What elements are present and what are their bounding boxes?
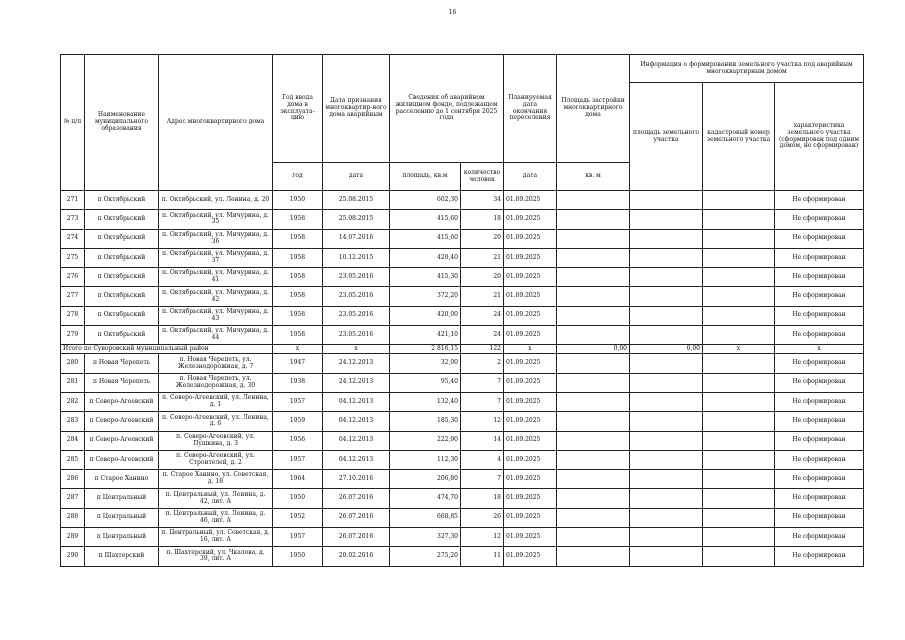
row-land-area <box>630 431 703 450</box>
row-area: 185,30 <box>390 412 461 431</box>
row-building-area <box>557 392 630 411</box>
row-address: п. Новая Черепеть, ул. Железнодорожная, д. 30 <box>159 373 273 392</box>
row-plan: 01.09.2025 <box>504 547 557 566</box>
row-land-area <box>630 191 703 210</box>
row-municipality: п Новая Черепеть <box>85 354 159 373</box>
row-plan: 01.09.2025 <box>504 450 557 469</box>
row-year: 1957 <box>273 392 323 411</box>
row-persons: 20 <box>461 268 504 287</box>
table-row <box>61 248 864 267</box>
table-row <box>61 373 864 392</box>
row-area: 415,60 <box>390 229 461 248</box>
row-num: 275 <box>61 248 85 267</box>
row-address: п. Октябрьский, ул. Мичурина, д. 42 <box>159 287 273 306</box>
row-municipality: п Октябрьский <box>85 229 159 248</box>
total-date: x <box>323 345 390 354</box>
row-year: 1952 <box>273 508 323 527</box>
row-address: п. Северо-Агеевский, ул. Ленина, д. 6 <box>159 412 273 431</box>
row-year: 1958 <box>273 268 323 287</box>
row-address: п. Новая Черепеть, ул. Железнодорожная, д. 7 <box>159 354 273 373</box>
row-num: 287 <box>61 489 85 508</box>
row-status: Не сформирован <box>775 412 864 431</box>
row-area: 275,20 <box>390 547 461 566</box>
row-cadastral <box>703 191 775 210</box>
table-row <box>61 306 864 325</box>
row-cadastral <box>703 354 775 373</box>
total-plan: x <box>504 345 557 354</box>
row-cadastral <box>703 508 775 527</box>
row-year: 1957 <box>273 450 323 469</box>
row-municipality: п Октябрьский <box>85 268 159 287</box>
row-status: Не сформирован <box>775 287 864 306</box>
table-row <box>61 547 864 566</box>
unit-area: площадь, кв.м <box>390 163 461 191</box>
row-num: 276 <box>61 268 85 287</box>
row-status: Не сформирован <box>775 354 864 373</box>
row-land-area <box>630 392 703 411</box>
row-address: п. Северо-Агеевский, ул. Ленина, д. 1 <box>159 392 273 411</box>
row-status: Не сформирован <box>775 373 864 392</box>
row-num: 271 <box>61 191 85 210</box>
row-building-area <box>557 489 630 508</box>
total-cadastral: x <box>703 345 775 354</box>
total-building-area: 0,00 <box>557 345 630 354</box>
row-building-area <box>557 431 630 450</box>
row-persons: 24 <box>461 326 504 345</box>
row-num: 280 <box>61 354 85 373</box>
row-area: 372,20 <box>390 287 461 306</box>
row-building-area <box>557 354 630 373</box>
row-area: 206,80 <box>390 470 461 489</box>
row-area: 112,30 <box>390 450 461 469</box>
row-date: 20.02.2016 <box>323 547 390 566</box>
row-persons: 34 <box>461 191 504 210</box>
row-date: 04.12.2013 <box>323 431 390 450</box>
row-year: 1957 <box>273 528 323 547</box>
row-date: 23.05.2016 <box>323 287 390 306</box>
row-area: 327,30 <box>390 528 461 547</box>
row-municipality: п Северо-Агеевский <box>85 392 159 411</box>
row-plan: 01.09.2025 <box>504 229 557 248</box>
row-status: Не сформирован <box>775 191 864 210</box>
row-num: 273 <box>61 210 85 229</box>
row-persons: 4 <box>461 450 504 469</box>
row-year: 1958 <box>273 326 323 345</box>
row-building-area <box>557 528 630 547</box>
row-land-area <box>630 508 703 527</box>
row-municipality: п Северо-Агеевский <box>85 450 159 469</box>
row-year: 1947 <box>273 354 323 373</box>
row-status: Не сформирован <box>775 508 864 527</box>
row-address: п. Центральный, ул. Ленина, д. 42, лит. А <box>159 489 273 508</box>
row-land-area <box>630 489 703 508</box>
row-area: 420,40 <box>390 248 461 267</box>
row-status: Не сформирован <box>775 268 864 287</box>
row-building-area <box>557 508 630 527</box>
row-persons: 11 <box>461 547 504 566</box>
row-persons: 12 <box>461 528 504 547</box>
row-num: 290 <box>61 547 85 566</box>
row-cadastral <box>703 287 775 306</box>
row-area: 602,30 <box>390 191 461 210</box>
row-plan: 01.09.2025 <box>504 489 557 508</box>
row-num: 284 <box>61 431 85 450</box>
row-municipality: п Центральный <box>85 508 159 527</box>
table-row <box>61 191 864 210</box>
row-persons: 20 <box>461 229 504 248</box>
row-status: Не сформирован <box>775 450 864 469</box>
row-building-area <box>557 248 630 267</box>
table-row <box>61 354 864 373</box>
row-land-area <box>630 306 703 325</box>
row-municipality: п Октябрьский <box>85 191 159 210</box>
unit-persons: количество человек <box>461 163 504 191</box>
row-plan: 01.09.2025 <box>504 268 557 287</box>
row-area: 420,00 <box>390 306 461 325</box>
row-plan: 01.09.2025 <box>504 508 557 527</box>
col-land-area: площадь земельного участка <box>630 83 703 191</box>
row-status: Не сформирован <box>775 528 864 547</box>
row-year: 1958 <box>273 229 323 248</box>
row-num: 281 <box>61 373 85 392</box>
row-date: 26.07.2016 <box>323 528 390 547</box>
col-building-area: Площадь застройки многоквартирного дома <box>557 55 630 163</box>
row-persons: 26 <box>461 508 504 527</box>
row-area: 132,40 <box>390 392 461 411</box>
row-cadastral <box>703 470 775 489</box>
row-persons: 18 <box>461 489 504 508</box>
row-num: 289 <box>61 528 85 547</box>
row-date: 10.12.2015 <box>323 248 390 267</box>
row-address: п. Центральный, ул. Ленина, д. 46, лит. А <box>159 508 273 527</box>
row-area: 32,00 <box>390 354 461 373</box>
row-cadastral <box>703 431 775 450</box>
row-year: 1958 <box>273 306 323 325</box>
row-cadastral <box>703 412 775 431</box>
row-status: Не сформирован <box>775 229 864 248</box>
row-status: Не сформирован <box>775 306 864 325</box>
page-number: 16 <box>448 9 457 16</box>
row-address: п. Старое Ханино, ул. Советская, д. 18 <box>159 470 273 489</box>
row-land-area <box>630 373 703 392</box>
col-cadastral: кадастровый номер земельного участка <box>703 83 775 191</box>
table-row <box>61 326 864 345</box>
row-year: 1950 <box>273 547 323 566</box>
row-status: Не сформирован <box>775 210 864 229</box>
table-row <box>61 229 864 248</box>
col-land-info: Информация о формировании земельного участка под аварийным многоквартирным домом <box>630 55 864 83</box>
row-date: 04.12.2013 <box>323 392 390 411</box>
row-building-area <box>557 306 630 325</box>
row-land-area <box>630 470 703 489</box>
table-row <box>61 431 864 450</box>
table-row <box>61 528 864 547</box>
row-municipality: п Октябрьский <box>85 210 159 229</box>
col-fund-info: Сведения об аварийном жилищном фонде, подлежащем расселению до 1 сентября 2025 года <box>390 55 504 163</box>
row-cadastral <box>703 268 775 287</box>
row-status: Не сформирован <box>775 392 864 411</box>
row-date: 26.07.2016 <box>323 508 390 527</box>
row-persons: 7 <box>461 373 504 392</box>
row-address: п. Северо-Агеевский, ул. Строителей, д. 2 <box>159 450 273 469</box>
unit-year: год <box>273 163 323 191</box>
row-plan: 01.09.2025 <box>504 306 557 325</box>
row-plan: 01.09.2025 <box>504 528 557 547</box>
table-row <box>61 508 864 527</box>
row-plan: 01.09.2025 <box>504 191 557 210</box>
row-persons: 18 <box>461 210 504 229</box>
row-land-area <box>630 354 703 373</box>
row-plan: 01.09.2025 <box>504 287 557 306</box>
row-status: Не сформирован <box>775 326 864 345</box>
row-persons: 2 <box>461 354 504 373</box>
total-status: x <box>775 345 864 354</box>
row-date: 14.07.2016 <box>323 229 390 248</box>
row-cadastral <box>703 248 775 267</box>
row-municipality: п Северо-Агеевский <box>85 431 159 450</box>
total-label: Итого по Суворовский муниципальный район <box>61 345 273 354</box>
row-cadastral <box>703 210 775 229</box>
row-address: п. Шахтерский, ул. Чкалова, д. 39, лит. А <box>159 547 273 566</box>
row-date: 26.07.2016 <box>323 489 390 508</box>
row-land-area <box>630 210 703 229</box>
row-area: 415,60 <box>390 210 461 229</box>
row-plan: 01.09.2025 <box>504 210 557 229</box>
row-building-area <box>557 450 630 469</box>
row-plan: 01.09.2025 <box>504 470 557 489</box>
total-row <box>61 345 864 354</box>
row-persons: 12 <box>461 412 504 431</box>
table-row <box>61 470 864 489</box>
row-area: 415,30 <box>390 268 461 287</box>
table-row <box>61 489 864 508</box>
row-cadastral <box>703 489 775 508</box>
row-date: 04.12.2013 <box>323 412 390 431</box>
row-num: 283 <box>61 412 85 431</box>
row-persons: 21 <box>461 287 504 306</box>
table-row <box>61 392 864 411</box>
row-building-area <box>557 210 630 229</box>
table-row <box>61 268 864 287</box>
row-plan: 01.09.2025 <box>504 412 557 431</box>
unit-date: дата <box>323 163 390 191</box>
emergency-housing-table <box>60 54 864 567</box>
row-cadastral <box>703 528 775 547</box>
row-land-area <box>630 326 703 345</box>
row-num: 286 <box>61 470 85 489</box>
row-cadastral <box>703 326 775 345</box>
row-persons: 7 <box>461 470 504 489</box>
row-year: 1964 <box>273 470 323 489</box>
row-address: п. Октябрьский, ул. Мичурина, д. 36 <box>159 229 273 248</box>
row-municipality: п Октябрьский <box>85 306 159 325</box>
col-characteristic: характеристика земельного участка (сформирован под одним домом, не сформирован) <box>775 83 864 191</box>
row-date: 25.08.2015 <box>323 210 390 229</box>
unit-date2: дата <box>504 163 557 191</box>
row-date: 24.12.2013 <box>323 354 390 373</box>
row-area: 421,10 <box>390 326 461 345</box>
row-year: 1959 <box>273 412 323 431</box>
row-persons: 7 <box>461 392 504 411</box>
col-num: № п/п <box>61 55 85 191</box>
table-row <box>61 450 864 469</box>
unit-sqm: кв. м <box>557 163 630 191</box>
row-plan: 01.09.2025 <box>504 373 557 392</box>
row-num: 278 <box>61 306 85 325</box>
row-area: 222,90 <box>390 431 461 450</box>
row-cadastral <box>703 450 775 469</box>
row-municipality: п Северо-Агеевский <box>85 412 159 431</box>
row-date: 27.10.2016 <box>323 470 390 489</box>
row-year: 1958 <box>273 287 323 306</box>
row-municipality: п Октябрьский <box>85 326 159 345</box>
table-row <box>61 287 864 306</box>
row-plan: 01.09.2025 <box>504 248 557 267</box>
row-land-area <box>630 412 703 431</box>
row-building-area <box>557 326 630 345</box>
row-address: п. Октябрьский, ул. Мичурина, д. 35 <box>159 210 273 229</box>
row-year: 1956 <box>273 431 323 450</box>
row-building-area <box>557 268 630 287</box>
row-num: 274 <box>61 229 85 248</box>
row-building-area <box>557 547 630 566</box>
row-date: 23.05.2016 <box>323 306 390 325</box>
total-land-area: 0,00 <box>630 345 703 354</box>
row-land-area <box>630 450 703 469</box>
row-land-area <box>630 268 703 287</box>
row-year: 1958 <box>273 248 323 267</box>
col-date-emergency: Дата признания многоквартир-ного дома аварийным <box>323 55 390 163</box>
row-num: 285 <box>61 450 85 469</box>
row-area: 668,85 <box>390 508 461 527</box>
row-plan: 01.09.2025 <box>504 326 557 345</box>
row-municipality: п Новая Черепеть <box>85 373 159 392</box>
row-building-area <box>557 229 630 248</box>
row-cadastral <box>703 229 775 248</box>
row-plan: 01.09.2025 <box>504 431 557 450</box>
row-address: п. Октябрьский, ул. Мичурина, д. 43 <box>159 306 273 325</box>
row-land-area <box>630 248 703 267</box>
row-persons: 24 <box>461 306 504 325</box>
total-area: 2 816,15 <box>390 345 461 354</box>
row-municipality: п Шахтерский <box>85 547 159 566</box>
row-building-area <box>557 412 630 431</box>
row-year: 1950 <box>273 489 323 508</box>
row-status: Не сформирован <box>775 470 864 489</box>
total-year: x <box>273 345 323 354</box>
row-municipality: п Центральный <box>85 528 159 547</box>
row-cadastral <box>703 392 775 411</box>
row-area: 474,70 <box>390 489 461 508</box>
row-date: 23.05.2016 <box>323 326 390 345</box>
row-municipality: п Старое Ханино <box>85 470 159 489</box>
row-num: 282 <box>61 392 85 411</box>
row-address: п. Октябрьский, ул. Мичурина, д. 41 <box>159 268 273 287</box>
row-cadastral <box>703 547 775 566</box>
row-land-area <box>630 547 703 566</box>
col-address: Адрес многоквартирного дома <box>159 55 273 191</box>
row-year: 1958 <box>273 210 323 229</box>
row-building-area <box>557 287 630 306</box>
col-year-built: Год ввода дома в эксплуата-цию <box>273 55 323 163</box>
row-cadastral <box>703 373 775 392</box>
row-persons: 21 <box>461 248 504 267</box>
row-building-area <box>557 373 630 392</box>
row-date: 24.12.2013 <box>323 373 390 392</box>
row-date: 04.12.2013 <box>323 450 390 469</box>
row-address: п. Октябрьский, ул. Мичурина, д. 37 <box>159 248 273 267</box>
row-municipality: п Октябрьский <box>85 287 159 306</box>
row-address: п. Октябрьский, ул. Мичурина, д. 44 <box>159 326 273 345</box>
row-year: 1938 <box>273 373 323 392</box>
row-num: 288 <box>61 508 85 527</box>
row-num: 277 <box>61 287 85 306</box>
row-municipality: п Центральный <box>85 489 159 508</box>
row-status: Не сформирован <box>775 248 864 267</box>
row-status: Не сформирован <box>775 489 864 508</box>
row-num: 279 <box>61 326 85 345</box>
row-land-area <box>630 229 703 248</box>
col-planned-date: Планируемая дата окончания переселения <box>504 55 557 163</box>
table-row <box>61 412 864 431</box>
row-plan: 01.09.2025 <box>504 354 557 373</box>
row-year: 1950 <box>273 191 323 210</box>
row-date: 23.05.2016 <box>323 268 390 287</box>
row-persons: 14 <box>461 431 504 450</box>
row-status: Не сформирован <box>775 547 864 566</box>
row-municipality: п Октябрьский <box>85 248 159 267</box>
col-municipality: Наименование муниципального образования <box>85 55 159 191</box>
row-plan: 01.09.2025 <box>504 392 557 411</box>
row-building-area <box>557 191 630 210</box>
row-building-area <box>557 470 630 489</box>
total-persons: 122 <box>461 345 504 354</box>
table-row <box>61 210 864 229</box>
row-date: 25.08.2015 <box>323 191 390 210</box>
row-land-area <box>630 287 703 306</box>
row-land-area <box>630 528 703 547</box>
row-address: п. Центральный, ул. Советская, д. 16, лит. А <box>159 528 273 547</box>
row-cadastral <box>703 306 775 325</box>
row-status: Не сформирован <box>775 431 864 450</box>
row-area: 95,40 <box>390 373 461 392</box>
row-address: п. Октябрьский, ул. Ленина, д. 20 <box>159 191 273 210</box>
row-address: п. Северо-Агеевский, ул. Пушкина, д. 3 <box>159 431 273 450</box>
